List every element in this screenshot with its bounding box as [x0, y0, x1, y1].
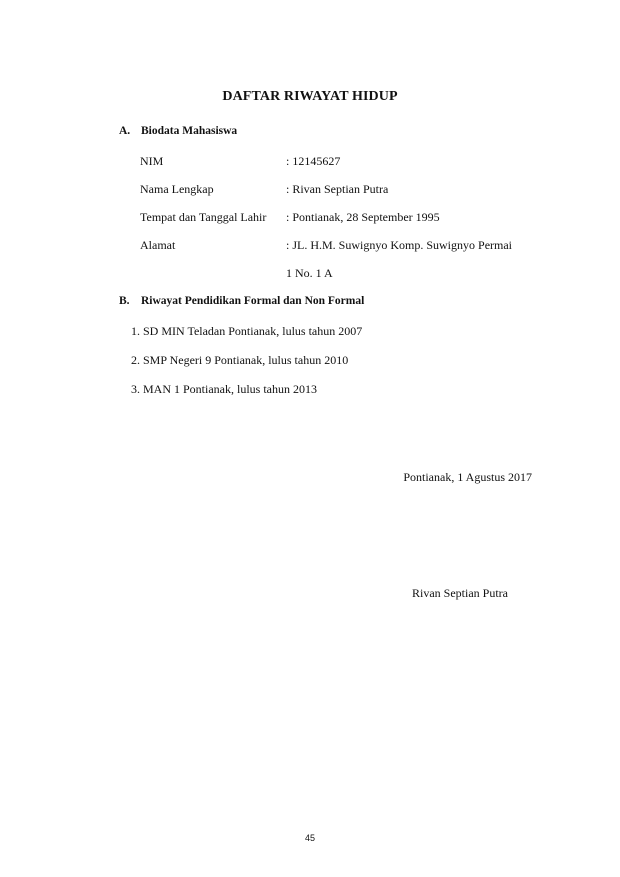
address-value: : JL. H.M. Suwignyo Komp. Suwignyo Permai [286, 238, 513, 252]
document-title: DAFTAR RIWAYAT HIDUP [222, 89, 398, 104]
full-name-label: Nama Lengkap [140, 182, 214, 196]
full-name-value: : Rivan Septian Putra [286, 182, 389, 196]
address-label: Alamat [140, 238, 176, 252]
section-b-letter: B. [119, 295, 130, 307]
nim-value: : 12145627 [286, 154, 341, 168]
birth-label: Tempat dan Tanggal Lahir [140, 210, 267, 224]
education-item: 2. SMP Negeri 9 Pontianak, lulus tahun 2010 [131, 353, 349, 367]
section-b-title: Riwayat Pendidikan Formal dan Non Formal [141, 295, 365, 307]
birth-value: : Pontianak, 28 September 1995 [286, 210, 440, 224]
signer-name: Rivan Septian Putra [412, 586, 508, 600]
section-a-title: Biodata Mahasiswa [141, 125, 238, 137]
page-number: 45 [304, 833, 315, 843]
education-item: 1. SD MIN Teladan Pontianak, lulus tahun 2007 [131, 324, 363, 338]
address-continuation: 1 No. 1 A [286, 266, 333, 280]
section-a-letter: A. [119, 125, 131, 137]
education-item: 3. MAN 1 Pontianak, lulus tahun 2013 [131, 382, 317, 396]
nim-label: NIM [140, 154, 164, 168]
place-date: Pontianak, 1 Agustus 2017 [403, 470, 532, 484]
